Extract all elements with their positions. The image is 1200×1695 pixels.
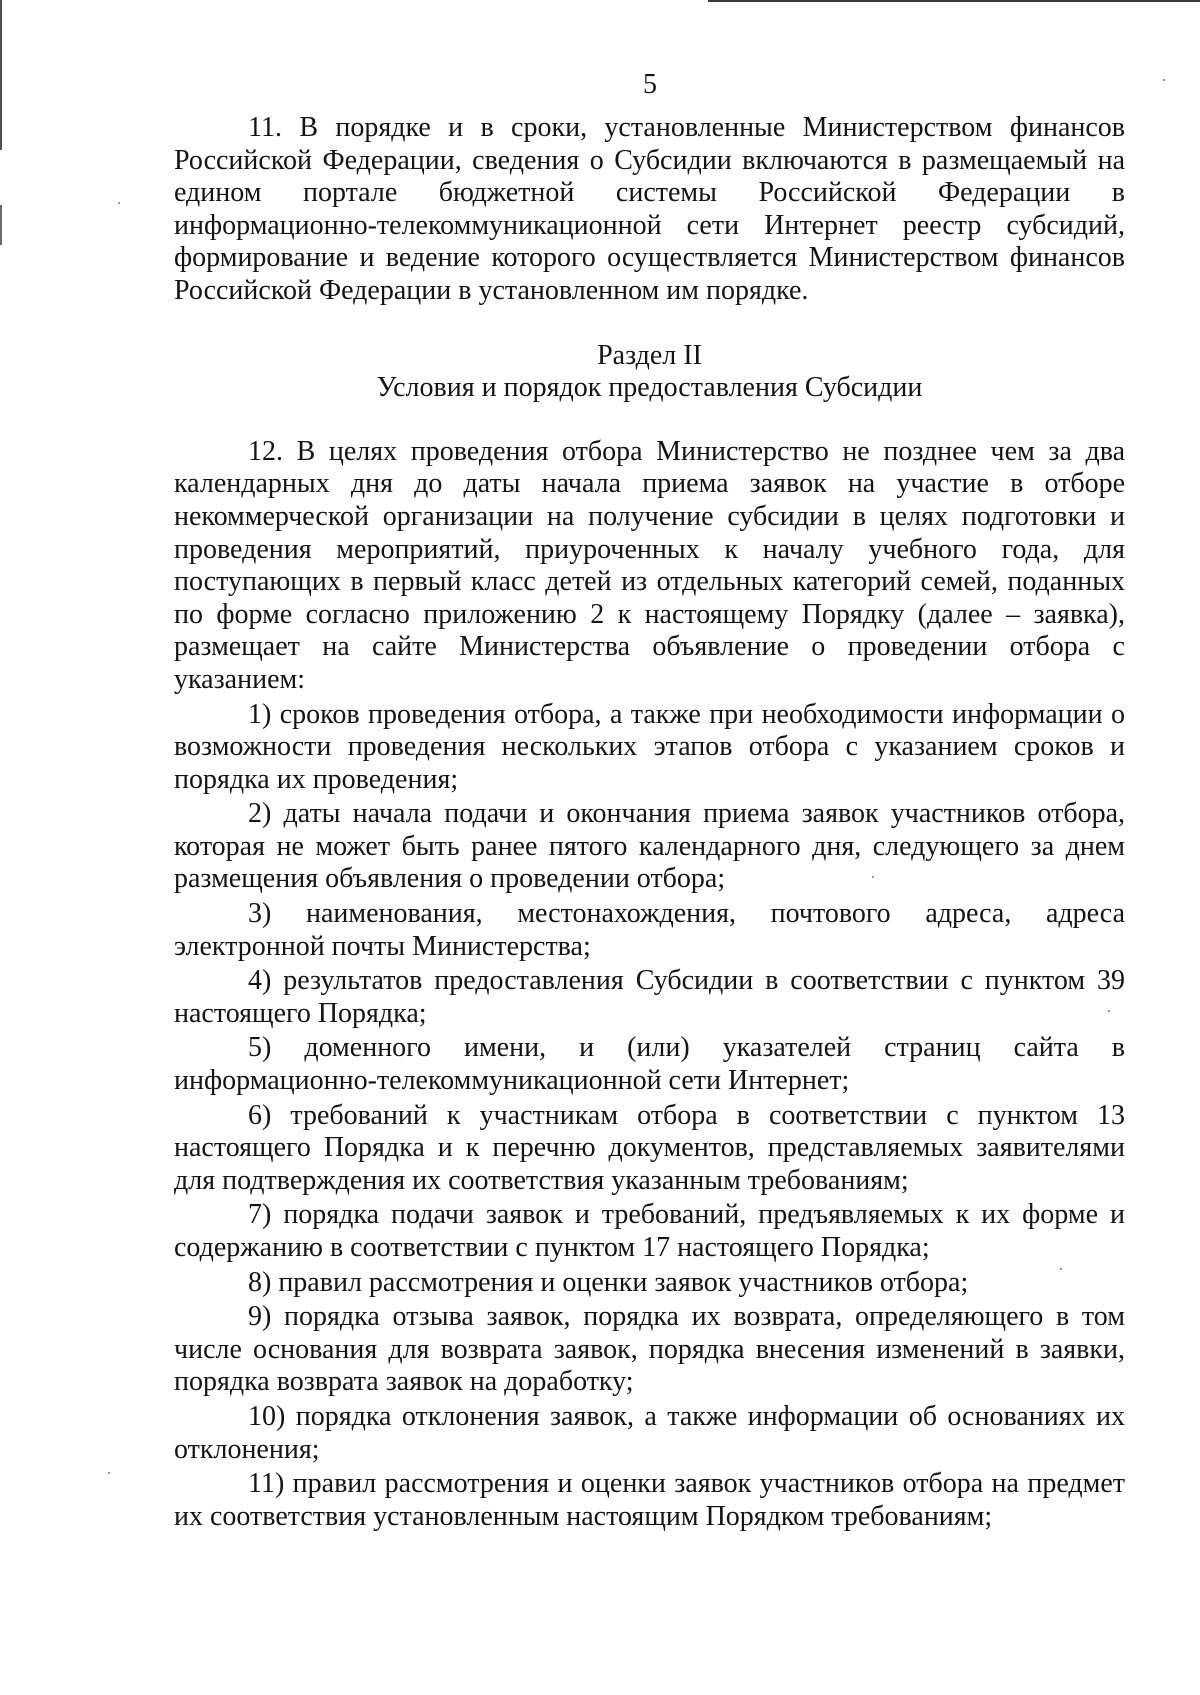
paragraph-11: 11. В порядке и в сроки, установленные Министерством финансов Российской Федерации, сведения о Субсидии включаются в размещаемый на едином портале бюджетной системы Российской Федерации в информационно-телекоммуникационной сети Интернет реестр субсидий, формирование и ведение которого осуществляется Министерством финансов Российской Федерации в установленном им порядке. bbox=[174, 112, 1125, 306]
section-title: Условия и порядок предоставления Субсидии bbox=[376, 372, 923, 404]
list-item: 6) требований к участникам отбора в соответствии с пунктом 13 настоящего Порядка и к перечню документов, представляемых заявителями для подтверждения их соответствия указанным требованиям; bbox=[174, 1099, 1125, 1196]
scan-artifact-top-line bbox=[708, 0, 1200, 2]
section-heading: Раздел II bbox=[597, 339, 702, 371]
list-item: 4) результатов предоставления Субсидии в соответствии с пунктом 39 настоящего Порядка; bbox=[174, 965, 1125, 1029]
list-item: 2) даты начала подачи и окончания приема заявок участников отбора, которая не может быть ранее пятого календарного дня, следующего за днем размещения объявления о проведении отбора; bbox=[174, 798, 1125, 895]
list-item: 3) наименования, местонахождения, почтового адреса, адреса электронной почты Министерства; bbox=[174, 898, 1125, 962]
list-item: 11) правил рассмотрения и оценки заявок участников отбора на предмет их соответствия установленным настоящим Порядком требованиям; bbox=[174, 1468, 1125, 1532]
scan-speck bbox=[118, 202, 120, 204]
list-item: 1) сроков проведения отбора, а также при необходимости информации о возможности проведения нескольких этапов отбора с указанием сроков и порядка их проведения; bbox=[174, 698, 1125, 795]
list-item: 8) правил рассмотрения и оценки заявок участников отбора; bbox=[248, 1266, 969, 1298]
list-item: 10) порядка отклонения заявок, а также информации об основаниях их отклонения; bbox=[174, 1400, 1125, 1465]
scan-artifact-left-tick bbox=[0, 205, 2, 245]
document-body bbox=[174, 112, 1125, 1533]
list-item: 9) порядка отзыва заявок, порядка их возврата, определяющего в том числе основания для возврата заявок, порядка внесения изменений в заявки, порядка возврата заявок на доработку; bbox=[174, 1301, 1125, 1398]
scan-speck bbox=[108, 1472, 110, 1474]
paragraph-12: 12. В целях проведения отбора Министерство не позднее чем за два календарных дня до даты начала приема заявок на участие в отборе некоммерческой организации на получение субсидии в целях подготовки и проведения мероприятий, приуроченных к началу учебного года, для поступающих в первый класс детей из отдельных категорий семей, поданных по форме согласно приложению 2 к настоящему Порядку (далее – заявка), размещает на сайте Министерства объявление о проведении отбора с указанием: bbox=[174, 435, 1125, 695]
list-item: 5) доменного имени, и (или) указателей страниц сайта в информационно-телекоммуникационной сети Интернет; bbox=[174, 1032, 1125, 1097]
page-number: 5 bbox=[643, 69, 657, 100]
list-item: 7) порядка подачи заявок и требований, предъявляемых к их форме и содержанию в соответствии с пунктом 17 настоящего Порядка; bbox=[174, 1199, 1125, 1263]
